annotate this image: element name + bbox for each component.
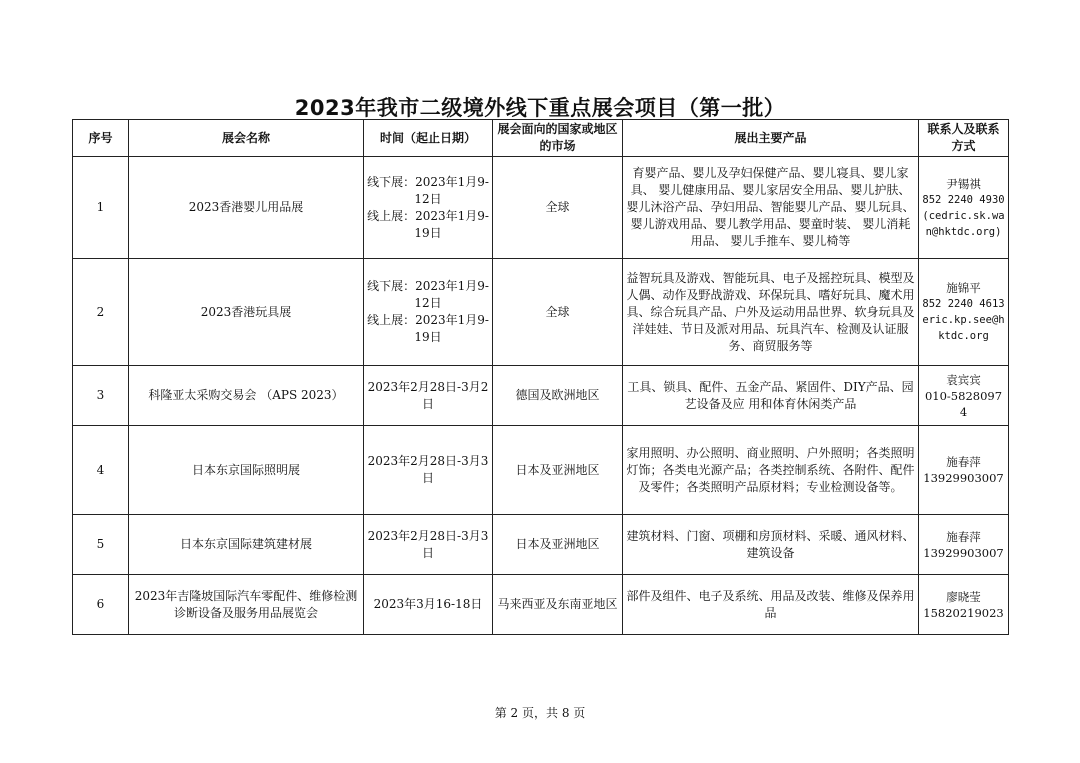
row-name: 日本东京国际照明展 bbox=[129, 426, 364, 515]
contact-name: 袁宾宾 bbox=[946, 372, 981, 387]
contact-phone: 852 2240 4930 bbox=[922, 193, 1005, 206]
row-no: 5 bbox=[73, 515, 129, 575]
row-no: 3 bbox=[73, 366, 129, 426]
header-name: 展会名称 bbox=[129, 120, 364, 157]
row-no: 6 bbox=[73, 575, 129, 635]
contact-phone: 010-58280974 bbox=[924, 388, 1003, 419]
header-market: 展会面向的国家或地区的市场 bbox=[493, 120, 623, 157]
row-name: 科隆亚太采购交易会 （APS 2023） bbox=[129, 366, 364, 426]
contact-email: eric.kp.see@hktdc.org bbox=[922, 314, 1005, 342]
contact-phone: 13929903007 bbox=[923, 545, 1004, 560]
row-contact bbox=[919, 366, 1009, 426]
contact-phone: 15820219023 bbox=[923, 605, 1004, 620]
contact-name: 施春萍 bbox=[946, 455, 981, 469]
contact-email: (cedric.sk.wan@hktdc.org) bbox=[922, 209, 1005, 238]
table-row bbox=[73, 575, 1009, 635]
row-time: 2023年2月28日-3月2日 bbox=[364, 366, 493, 426]
row-contact bbox=[919, 515, 1009, 575]
exhibition-table bbox=[72, 119, 1009, 635]
row-market: 德国及欧洲地区 bbox=[493, 366, 623, 426]
page-footer: 第 2 页，共 8 页 bbox=[494, 706, 586, 720]
time-offline: 线下展：2023年1月9-12日 bbox=[367, 174, 489, 206]
table-row bbox=[73, 426, 1009, 515]
table-row bbox=[73, 157, 1009, 259]
time-online: 线上展：2023年1月9-19日 bbox=[367, 208, 489, 240]
row-name: 2023年吉隆坡国际汽车零配件、维修检测诊断设备及服务用品展览会 bbox=[129, 575, 364, 635]
document-title: 2023年我市二级境外线下重点展会项目（第一批） bbox=[294, 96, 786, 120]
contact-name: 施锦平 bbox=[946, 281, 981, 295]
row-market: 马来西亚及东南亚地区 bbox=[493, 575, 623, 635]
contact-name: 廖晓莹 bbox=[946, 589, 981, 604]
row-name: 2023香港婴儿用品展 bbox=[129, 157, 364, 259]
row-name: 2023香港玩具展 bbox=[129, 259, 364, 366]
row-no: 2 bbox=[73, 259, 129, 366]
row-market: 全球 bbox=[493, 157, 623, 259]
row-time bbox=[364, 157, 493, 259]
row-name: 日本东京国际建筑建材展 bbox=[129, 515, 364, 575]
row-market: 日本及亚洲地区 bbox=[493, 426, 623, 515]
row-products: 部件及组件、电子及系统、用品及改装、维修及保养用品 bbox=[623, 575, 919, 635]
contact-phone: 13929903007 bbox=[923, 471, 1004, 485]
row-contact bbox=[919, 426, 1009, 515]
contact-name: 施春萍 bbox=[946, 529, 981, 544]
table-row bbox=[73, 366, 1009, 426]
row-products: 工具、锁具、配件、五金产品、紧固件、DIY产品、园艺设备及应 用和体育休闲类产品 bbox=[623, 366, 919, 426]
row-time: 2023年3月16-18日 bbox=[364, 575, 493, 635]
time-offline: 线下展：2023年1月9-12日 bbox=[367, 279, 489, 310]
row-market: 日本及亚洲地区 bbox=[493, 515, 623, 575]
row-contact bbox=[919, 157, 1009, 259]
row-contact bbox=[919, 575, 1009, 635]
row-market: 全球 bbox=[493, 259, 623, 366]
table-row bbox=[73, 259, 1009, 366]
row-products: 建筑材料、门窗、项棚和房顶材料、采暖、通风材料、建筑设备 bbox=[623, 515, 919, 575]
row-products: 育婴产品、婴儿及孕妇保健产品、婴儿寝具、婴儿家具、 婴儿健康用品、婴儿家居安全用品、婴儿护肤、婴儿沐浴产品、孕妇用品、智能婴儿产品、婴儿玩具、婴儿游戏用品、婴儿教学用品、婴童时装、 婴儿消耗用品、 婴儿手推车、婴儿椅等 bbox=[623, 157, 919, 259]
time-online: 线上展：2023年1月9-19日 bbox=[367, 313, 489, 344]
table-header-row bbox=[73, 120, 1009, 157]
row-time bbox=[364, 259, 493, 366]
contact-name: 尹锡祺 bbox=[946, 176, 981, 191]
row-no: 4 bbox=[73, 426, 129, 515]
table-row bbox=[73, 515, 1009, 575]
header-time: 时间（起止日期） bbox=[364, 120, 493, 157]
header-no: 序号 bbox=[73, 120, 129, 157]
row-products: 益智玩具及游戏、智能玩具、电子及摇控玩具、模型及人偶、动作及野战游戏、环保玩具、嗜好玩具、魔术用具、综合玩具产品、户外及运动用品世界、软身玩具及洋娃娃、节日及派对用品、玩具汽车、检测及认证服务、商贸服务等 bbox=[623, 259, 919, 366]
contact-phone: 852 2240 4613 bbox=[922, 298, 1005, 310]
row-no: 1 bbox=[73, 157, 129, 259]
row-contact bbox=[919, 259, 1009, 366]
header-products: 展出主要产品 bbox=[623, 120, 919, 157]
row-time: 2023年2月28日-3月3日 bbox=[364, 515, 493, 575]
row-time: 2023年2月28日-3月3日 bbox=[364, 426, 493, 515]
row-products: 家用照明、办公照明、商业照明、户外照明；各类照明灯饰；各类电光源产品；各类控制系统、各附件、配件及零件；各类照明产品原材料；专业检测设备等。 bbox=[623, 426, 919, 515]
header-contact: 联系人及联系方式 bbox=[919, 120, 1009, 157]
